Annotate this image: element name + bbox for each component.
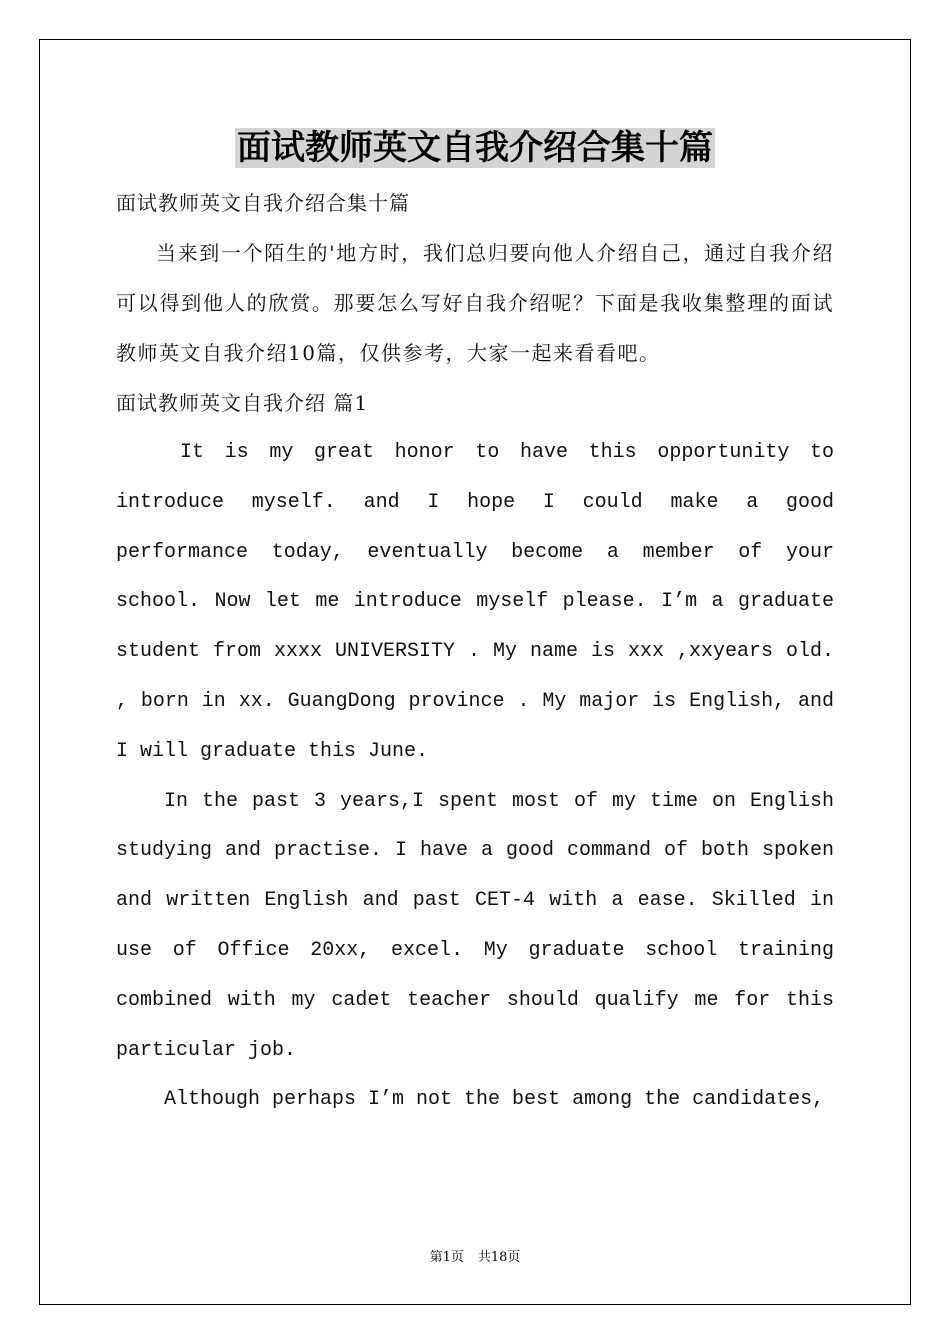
document-subtitle: 面试教师英文自我介绍合集十篇 bbox=[116, 191, 410, 215]
page-footer bbox=[0, 1246, 950, 1265]
body-paragraph: Although perhaps I’m not the best among the candidates, bbox=[164, 1088, 825, 1112]
body-paragraph: It is my great honor to have this opportunity to introduce myself. and I hope I could make a good performance today, eventually become a member of your school. Now let me introduce myself please. I’m a graduate student from xxxx UNIVERSITY . My name is xxx ,xxyears old. , born in xx. GuangDong province . My major is English, and I will graduate this June. bbox=[116, 441, 834, 763]
page-total: 共18页 bbox=[477, 1250, 521, 1265]
document-title-text: 面试教师英文自我介绍合集十篇 bbox=[237, 128, 713, 168]
body-paragraph: In the past 3 years,I spent most of my time on English studying and practise. I have a good command of both spoken and written English and past CET-4 with a ease. Skilled in use of Office 20xx, excel. My graduate school training combined with my cadet teacher should qualify me for this particular job. bbox=[116, 789, 834, 1062]
document-title bbox=[0, 125, 950, 171]
section-heading: 面试教师英文自我介绍 篇1 bbox=[116, 391, 369, 415]
page-number: 第1页 bbox=[429, 1250, 464, 1265]
document-body bbox=[116, 178, 834, 1125]
intro-paragraph: 当来到一个陌生的'地方时，我们总归要向他人介绍自己，通过自我介绍可以得到他人的欣赏。那要怎么写好自我介绍呢？下面是我收集整理的面试教师英文自我介绍10篇，仅供参考，大家一起来看看吧。 bbox=[116, 241, 834, 365]
